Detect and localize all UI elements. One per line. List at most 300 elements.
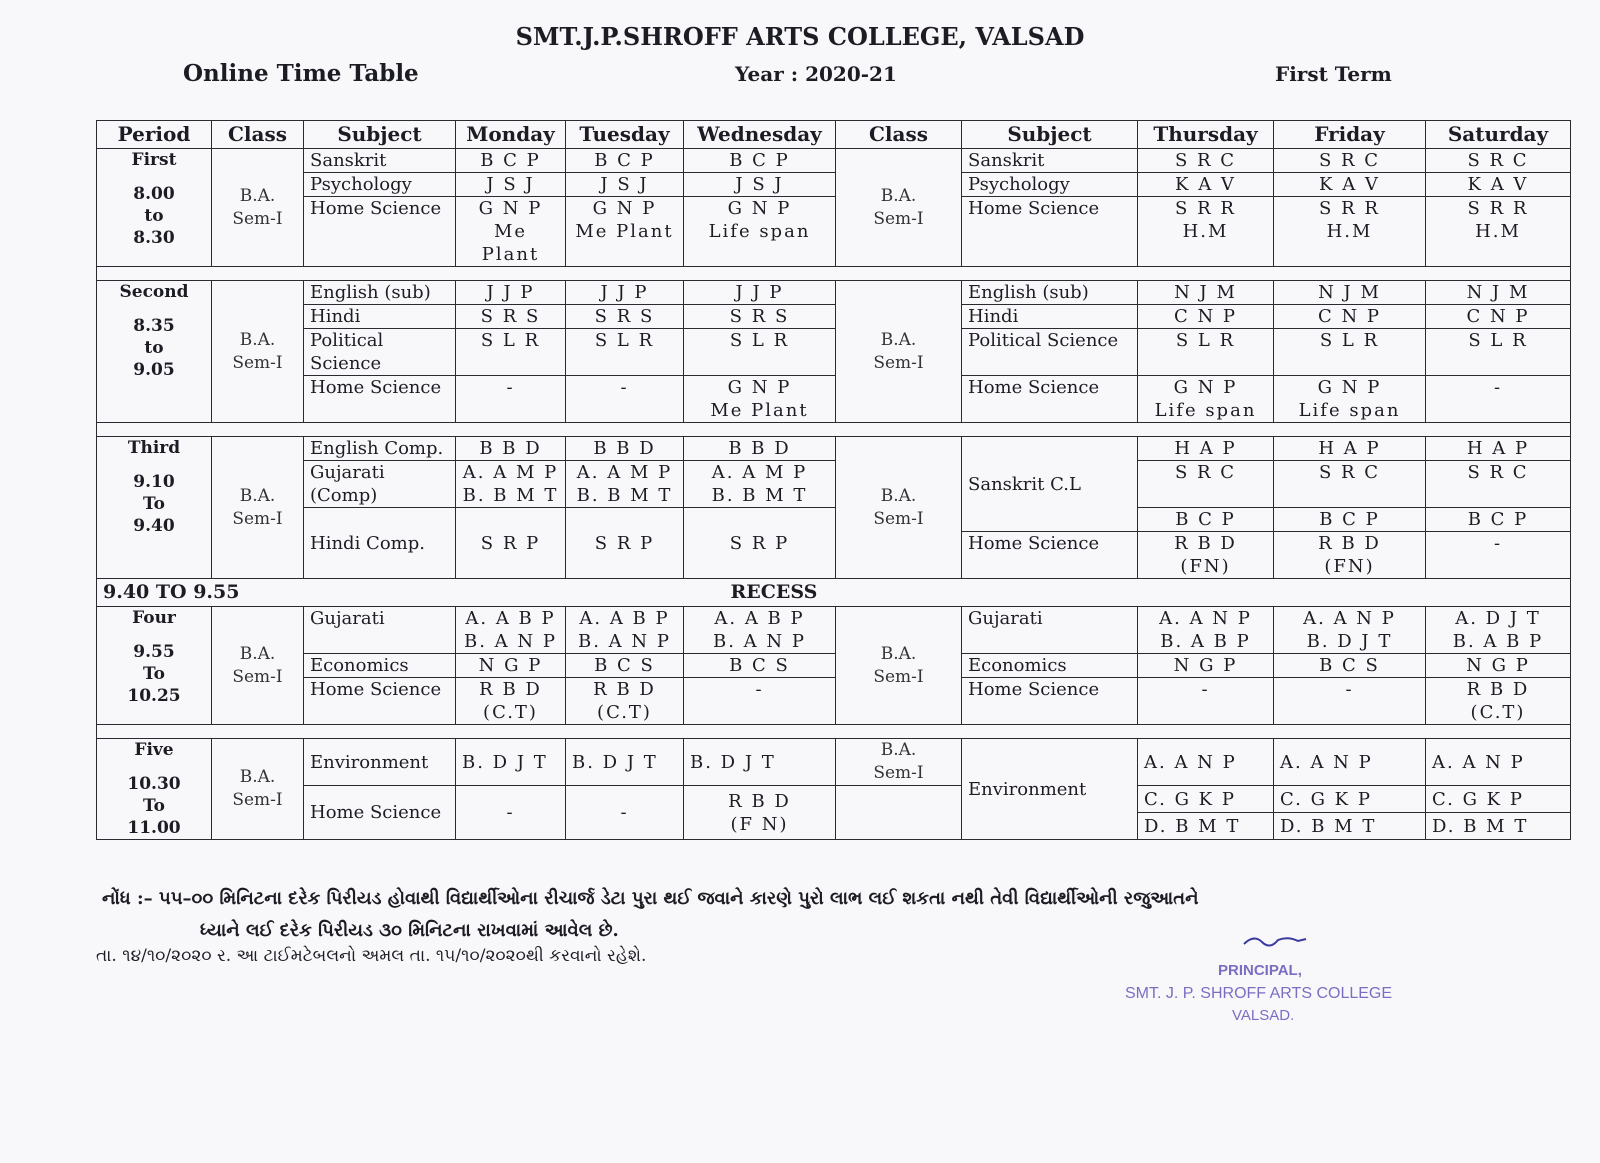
cell-text: J J P xyxy=(486,282,535,303)
table-row xyxy=(97,149,1571,173)
cell-text: Hindi Comp. xyxy=(310,532,425,554)
cell-text: B. D J T xyxy=(572,751,658,773)
table-row xyxy=(97,607,1571,654)
tuesday-cell xyxy=(566,149,684,173)
column-header: Class xyxy=(836,121,962,149)
period-time: 10.25 xyxy=(127,686,181,706)
thursday-cell xyxy=(1138,329,1274,376)
cell-text: S L R xyxy=(594,330,655,351)
wednesday-cell xyxy=(684,437,836,461)
table-row xyxy=(97,678,1571,725)
monday-cell xyxy=(456,461,566,508)
cell-text: B C S xyxy=(594,655,655,676)
cell-text: A. A N P xyxy=(1432,751,1525,773)
thursday-cell xyxy=(1138,678,1274,725)
cell-text: S L R xyxy=(729,330,790,351)
cell-text: Home Science xyxy=(310,377,442,398)
cell-text: Sem-I xyxy=(873,508,924,529)
cell-text: D. B M T xyxy=(1280,815,1377,837)
friday-cell xyxy=(1274,149,1426,173)
cell-text: S R S xyxy=(729,306,790,327)
saturday-cell xyxy=(1426,329,1571,376)
table-row xyxy=(97,305,1571,329)
cell-text: A. D J T xyxy=(1455,608,1541,629)
cell-text: S R C xyxy=(1467,462,1529,483)
saturday-cell xyxy=(1426,461,1571,508)
cell-text: B B D xyxy=(728,438,791,459)
cell-text: D. B M T xyxy=(1144,815,1241,837)
saturday-cell xyxy=(1426,437,1571,461)
friday-cell xyxy=(1274,654,1426,678)
timetable xyxy=(96,120,1571,840)
thursday-cell xyxy=(1138,173,1274,197)
class-cell xyxy=(836,607,962,725)
cell-text: S R P xyxy=(480,532,541,554)
monday-cell xyxy=(456,678,566,725)
subject-cell xyxy=(962,173,1138,197)
wednesday-cell xyxy=(684,508,836,579)
subject-cell xyxy=(304,197,456,267)
tuesday-cell xyxy=(566,305,684,329)
cell-text: Life span xyxy=(1298,400,1401,421)
cell-text: R B D xyxy=(1318,533,1381,554)
separator-row xyxy=(97,725,1571,739)
cell-text: Home Science xyxy=(968,198,1100,219)
friday-cell xyxy=(1274,678,1426,725)
saturday-cell xyxy=(1426,654,1571,678)
subject-cell xyxy=(962,305,1138,329)
cell-text: Gujarati xyxy=(310,462,385,483)
subject-cell xyxy=(304,508,456,579)
wednesday-cell xyxy=(684,739,836,786)
friday-cell xyxy=(1274,508,1426,532)
tuesday-cell xyxy=(566,739,684,786)
monday-cell xyxy=(456,739,566,786)
cell-text: Sem-I xyxy=(232,666,283,687)
period-cell xyxy=(97,607,212,725)
cell-text: S R C xyxy=(1174,150,1237,171)
saturday-cell xyxy=(1426,813,1571,840)
cell-text: H.M xyxy=(1475,221,1521,242)
thursday-cell xyxy=(1138,305,1274,329)
cell-text: B C P xyxy=(594,150,655,171)
cell-text: B C P xyxy=(1319,509,1380,530)
cell-text: B.A. xyxy=(239,643,276,664)
column-header: Subject xyxy=(962,121,1138,149)
cell-text: A. A B P xyxy=(579,608,670,629)
cell-text: A. A M P xyxy=(711,462,808,483)
cell-text: R B D xyxy=(479,679,542,700)
wednesday-cell xyxy=(684,149,836,173)
monday-cell xyxy=(456,149,566,173)
recess-time: 9.40 TO 9.55 xyxy=(97,579,456,607)
subject-cell xyxy=(304,329,456,376)
cell-text: B.A. xyxy=(239,767,276,787)
cell-text: Sem-I xyxy=(232,508,283,529)
friday-cell xyxy=(1274,376,1426,423)
cell-text: Home Science xyxy=(310,802,442,823)
cell-text: N G P xyxy=(1173,655,1238,676)
class-cell xyxy=(212,149,304,267)
cell-text: B C P xyxy=(1467,509,1529,530)
cell-text: Sem-I xyxy=(232,208,283,229)
cell-text: B. D J T xyxy=(1306,631,1393,652)
cell-text: B.A. xyxy=(239,485,276,506)
period-time: 9.10 xyxy=(133,472,175,492)
table-row xyxy=(97,461,1571,508)
document-title: Online Time Table xyxy=(183,60,419,87)
saturday-cell xyxy=(1426,197,1571,267)
friday-cell xyxy=(1274,739,1426,786)
period-cell xyxy=(97,281,212,423)
cell-text: Political xyxy=(310,330,384,351)
cell-text: A. A B P xyxy=(465,608,556,629)
column-header: Period xyxy=(97,121,212,149)
tuesday-cell xyxy=(566,376,684,423)
saturday-cell xyxy=(1426,607,1571,654)
wednesday-cell xyxy=(684,786,836,840)
cell-text: Economics xyxy=(310,655,409,676)
period-name: First xyxy=(131,150,177,170)
column-header: Subject xyxy=(304,121,456,149)
cell-text: (C.T) xyxy=(483,702,538,723)
tuesday-cell xyxy=(566,197,684,267)
subject-cell xyxy=(304,739,456,786)
cell-text: B.A. xyxy=(239,185,276,206)
cell-text: K A V xyxy=(1467,174,1529,195)
cell-text: B C P xyxy=(480,150,541,171)
monday-cell xyxy=(456,437,566,461)
friday-cell xyxy=(1274,329,1426,376)
cell-text: B. A N P xyxy=(464,631,557,652)
saturday-cell xyxy=(1426,786,1571,813)
cell-text: S R C xyxy=(1174,462,1237,483)
cell-text: G N P xyxy=(478,198,543,219)
cell-text: B C S xyxy=(729,655,790,676)
subject-cell xyxy=(304,786,456,840)
cell-text: S L R xyxy=(1175,330,1236,351)
subject-cell xyxy=(962,197,1138,267)
friday-cell xyxy=(1274,173,1426,197)
table-row xyxy=(97,173,1571,197)
saturday-cell xyxy=(1426,149,1571,173)
tuesday-cell xyxy=(566,786,684,840)
separator-row xyxy=(97,423,1571,437)
cell-text: - xyxy=(506,802,515,823)
table-row xyxy=(97,376,1571,423)
monday-cell xyxy=(456,281,566,305)
cell-text: H.M xyxy=(1182,221,1229,242)
cell-text: B.A. xyxy=(239,329,276,350)
cell-text: Life span xyxy=(1154,400,1257,421)
cell-text: G N P xyxy=(592,198,657,219)
class-cell-blank xyxy=(836,786,962,840)
cell-text: Economics xyxy=(968,655,1067,676)
thursday-cell xyxy=(1138,281,1274,305)
cell-text: Sanskrit xyxy=(310,150,387,171)
note-line-1: નોંધ :– ૫૫–૦૦ મિનિટના દરેક પિરીયડ હોવાથી વિદ્યાર્થીઓના રીચાર્જ ડેટા પુરા થઈ જવાને કારણે પુરો લાભ લઈ શકતા નથી તેવી વિદ્યાર્થીઓની રજુઆતને xyxy=(102,888,1199,909)
cell-text: S R R xyxy=(1467,198,1529,219)
subject-cell xyxy=(304,149,456,173)
cell-text: G N P xyxy=(1173,377,1238,398)
cell-text: B. A B P xyxy=(1160,631,1251,652)
cell-text: C N P xyxy=(1466,306,1530,327)
stamp-title: PRINCIPAL, xyxy=(1218,962,1302,979)
cell-text: (FN) xyxy=(1180,556,1231,577)
cell-text: S L R xyxy=(1468,330,1528,351)
thursday-cell xyxy=(1138,532,1274,579)
cell-text: A. A N P xyxy=(1159,608,1252,629)
cell-text: A. A B P xyxy=(714,608,805,629)
column-header: Monday xyxy=(456,121,566,149)
thursday-cell xyxy=(1138,508,1274,532)
wednesday-cell xyxy=(684,376,836,423)
cell-text: B C P xyxy=(1175,509,1236,530)
cell-text: Science xyxy=(310,353,382,374)
cell-text: B C P xyxy=(729,150,790,171)
note-line-3: તા. ૧૪/૧૦/૨૦૨૦ ર. આ ટાઈમટેબલનો અમલ તા. ૧૫/૧૦/૨૦૨૦થી કરવાનો રહેશે. xyxy=(96,946,647,966)
thursday-cell xyxy=(1138,376,1274,423)
cell-text: S R C xyxy=(1318,150,1381,171)
friday-cell xyxy=(1274,461,1426,508)
cell-text: A. A N P xyxy=(1280,751,1373,773)
friday-cell xyxy=(1274,607,1426,654)
period-cell xyxy=(97,437,212,579)
cell-text: Home Science xyxy=(968,679,1100,700)
cell-text: Home Science xyxy=(310,679,442,700)
stamp-city: VALSAD. xyxy=(1232,1007,1295,1024)
cell-text: A. A M P xyxy=(576,462,673,483)
monday-cell xyxy=(456,376,566,423)
separator-cell xyxy=(97,423,1571,437)
cell-text: G N P xyxy=(727,198,792,219)
class-cell xyxy=(836,437,962,579)
wednesday-cell xyxy=(684,281,836,305)
cell-text: S R P xyxy=(729,532,790,554)
period-time: To xyxy=(142,796,166,816)
cell-text: Psychology xyxy=(310,174,412,195)
cell-text: B.A. xyxy=(880,643,917,664)
cell-text: C. G K P xyxy=(1144,788,1236,810)
period-cell xyxy=(97,149,212,267)
cell-text: R B D xyxy=(593,679,656,700)
cell-text: Sanskrit xyxy=(968,150,1045,171)
monday-cell xyxy=(456,607,566,654)
cell-text: English (sub) xyxy=(968,282,1089,303)
cell-text: Sem-I xyxy=(232,790,283,810)
class-cell xyxy=(836,739,962,786)
column-header: Thursday xyxy=(1138,121,1274,149)
cell-text: S R R xyxy=(1175,198,1236,219)
tuesday-cell xyxy=(566,508,684,579)
class-cell xyxy=(212,739,304,840)
cell-text: Psychology xyxy=(968,174,1070,195)
tuesday-cell xyxy=(566,173,684,197)
period-name: Four xyxy=(132,608,176,628)
wednesday-cell xyxy=(684,173,836,197)
thursday-cell xyxy=(1138,813,1274,840)
subject-cell xyxy=(304,173,456,197)
cell-text: S R C xyxy=(1467,150,1529,171)
friday-cell xyxy=(1274,813,1426,840)
period-time: 10.30 xyxy=(127,774,181,794)
friday-cell xyxy=(1274,281,1426,305)
period-time: 9.40 xyxy=(133,516,175,536)
cell-text: (F N) xyxy=(730,813,789,835)
wednesday-cell xyxy=(684,678,836,725)
cell-text: B. B M T xyxy=(711,485,808,506)
period-time: To xyxy=(142,494,166,514)
separator-cell xyxy=(97,267,1571,281)
cell-text: B. A N P xyxy=(713,631,806,652)
cell-text: H A P xyxy=(1466,438,1530,459)
period-time: 8.35 xyxy=(133,316,175,336)
period-time: 11.00 xyxy=(127,818,181,838)
cell-text: A. A M P xyxy=(462,462,559,483)
cell-text: S R P xyxy=(594,532,655,554)
cell-text: B B D xyxy=(593,438,656,459)
cell-text: - xyxy=(1493,377,1503,398)
cell-text: B. B M T xyxy=(576,485,673,506)
cell-text: B.A. xyxy=(880,485,917,506)
monday-cell xyxy=(456,786,566,840)
cell-text: - xyxy=(620,377,629,398)
cell-text: N G P xyxy=(478,655,543,676)
cell-text: Me Plant xyxy=(481,221,540,265)
wednesday-cell xyxy=(684,654,836,678)
class-cell xyxy=(836,149,962,267)
monday-cell xyxy=(456,305,566,329)
cell-text: Hindi xyxy=(310,306,361,327)
cell-text: - xyxy=(1201,679,1210,700)
class-cell xyxy=(212,607,304,725)
academic-year: Year : 2020-21 xyxy=(735,62,897,86)
thursday-cell xyxy=(1138,197,1274,267)
saturday-cell xyxy=(1426,739,1571,786)
table-row xyxy=(97,197,1571,267)
friday-cell xyxy=(1274,786,1426,813)
friday-cell xyxy=(1274,305,1426,329)
cell-text: A. A N P xyxy=(1303,608,1396,629)
period-time: 8.30 xyxy=(133,228,175,248)
tuesday-cell xyxy=(566,654,684,678)
cell-text: J S J xyxy=(735,174,784,195)
tuesday-cell xyxy=(566,329,684,376)
tuesday-cell xyxy=(566,437,684,461)
thursday-cell xyxy=(1138,607,1274,654)
table-row xyxy=(97,786,1571,813)
subject-cell xyxy=(304,607,456,654)
cell-text: N J M xyxy=(1318,282,1381,303)
thursday-cell xyxy=(1138,437,1274,461)
recess-label: RECESS xyxy=(456,579,1571,607)
cell-text: C N P xyxy=(1317,306,1382,327)
monday-cell xyxy=(456,173,566,197)
cell-text: (C.T) xyxy=(597,702,652,723)
cell-text: C. G K P xyxy=(1432,788,1524,810)
cell-text: B.A. xyxy=(880,329,917,350)
cell-text: B. D J T xyxy=(690,751,776,773)
cell-text: R B D xyxy=(1174,533,1237,554)
wednesday-cell xyxy=(684,197,836,267)
column-header: Friday xyxy=(1274,121,1426,149)
cell-text: R B D xyxy=(728,790,791,812)
subject-cell xyxy=(304,376,456,423)
subject-cell xyxy=(962,739,1138,840)
wednesday-cell xyxy=(684,607,836,654)
table-row xyxy=(97,654,1571,678)
thursday-cell xyxy=(1138,786,1274,813)
tuesday-cell xyxy=(566,678,684,725)
subject-cell xyxy=(962,437,1138,532)
period-time: 9.05 xyxy=(133,360,175,380)
cell-text: English Comp. xyxy=(310,438,444,459)
note-line-2: ધ્યાને લઈ દરેક પિરીયડ ૩૦ મિનિટના રાખવામાં આવેલ છે. xyxy=(200,920,619,941)
subject-cell xyxy=(962,329,1138,376)
friday-cell xyxy=(1274,437,1426,461)
monday-cell xyxy=(456,654,566,678)
subject-cell xyxy=(304,305,456,329)
subject-cell xyxy=(962,281,1138,305)
cell-text: A. A N P xyxy=(1144,751,1237,773)
cell-text: J J P xyxy=(600,282,649,303)
friday-cell xyxy=(1274,197,1426,267)
subject-cell xyxy=(304,461,456,508)
cell-text: J J P xyxy=(735,282,784,303)
thursday-cell xyxy=(1138,739,1274,786)
period-time: To xyxy=(142,664,166,684)
saturday-cell xyxy=(1426,173,1571,197)
cell-text: - xyxy=(1345,679,1354,700)
cell-text: (FN) xyxy=(1324,556,1375,577)
class-cell xyxy=(212,437,304,579)
cell-text: Gujarati xyxy=(968,608,1043,629)
subject-cell xyxy=(962,376,1138,423)
period-name: Second xyxy=(119,282,189,302)
cell-text: B B D xyxy=(479,438,542,459)
monday-cell xyxy=(456,197,566,267)
separator-cell xyxy=(97,725,1571,739)
monday-cell xyxy=(456,508,566,579)
period-name: Five xyxy=(134,740,174,760)
tuesday-cell xyxy=(566,281,684,305)
thursday-cell xyxy=(1138,654,1274,678)
subject-cell xyxy=(304,437,456,461)
cell-text: Me Plant xyxy=(710,400,809,421)
cell-text: Sem-I xyxy=(873,763,924,783)
column-header: Class xyxy=(212,121,304,149)
wednesday-cell xyxy=(684,305,836,329)
cell-text: N G P xyxy=(1466,655,1530,676)
cell-text: English (sub) xyxy=(310,282,431,303)
cell-text: B C S xyxy=(1319,655,1380,676)
cell-text: N J M xyxy=(1466,282,1530,303)
cell-text: S R C xyxy=(1318,462,1381,483)
recess-row xyxy=(97,579,1571,607)
cell-text: - xyxy=(1493,533,1503,554)
cell-text: Home Science xyxy=(968,533,1100,554)
cell-text: Environment xyxy=(968,778,1087,800)
table-row xyxy=(97,739,1571,786)
saturday-cell xyxy=(1426,305,1571,329)
cell-text: Political Science xyxy=(968,330,1119,351)
subject-cell xyxy=(962,678,1138,725)
cell-text: H A P xyxy=(1318,438,1381,459)
wednesday-cell xyxy=(684,461,836,508)
cell-text: K A V xyxy=(1175,174,1236,195)
cell-text: S R R xyxy=(1319,198,1380,219)
cell-text: H A P xyxy=(1174,438,1237,459)
